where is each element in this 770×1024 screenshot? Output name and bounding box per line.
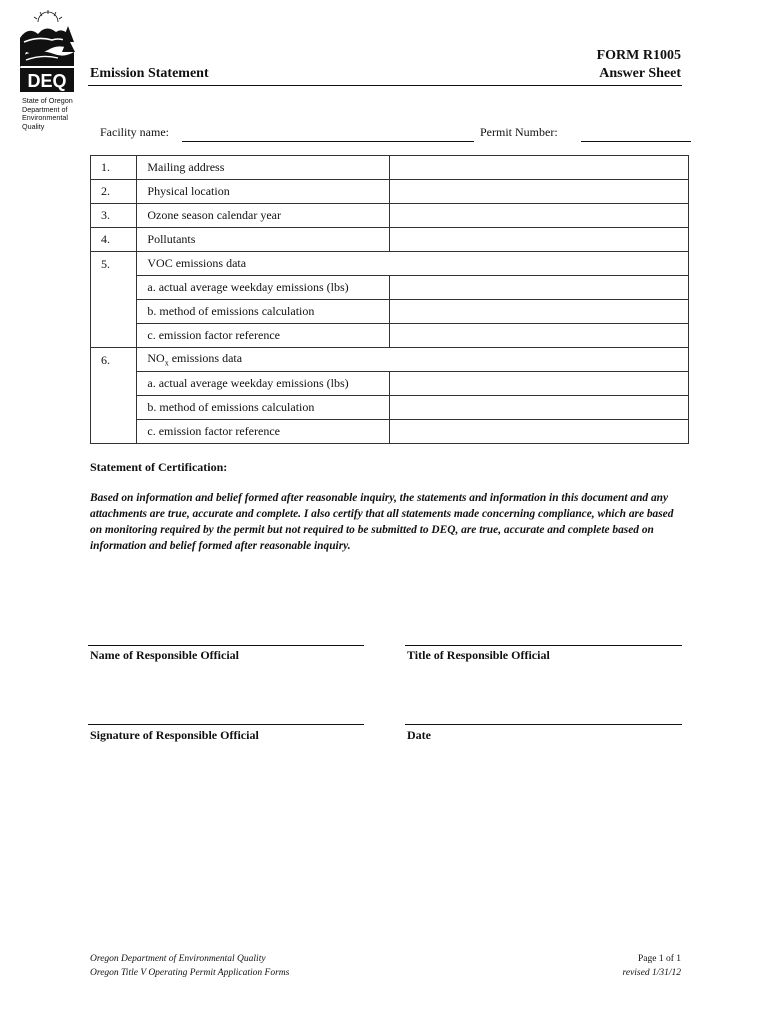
date-line[interactable]: [405, 724, 682, 725]
revision-date: revised 1/31/12: [622, 968, 681, 978]
table-row: [91, 372, 689, 396]
title-signature-line[interactable]: [405, 645, 682, 646]
table-row: [91, 396, 689, 420]
answer-cell[interactable]: [389, 372, 688, 396]
answer-cell[interactable]: [389, 324, 688, 348]
title-label: Title of Responsible Official: [407, 648, 550, 662]
answer-cell[interactable]: [389, 180, 688, 204]
answer-cell[interactable]: [389, 396, 688, 420]
document-title: Emission Statement: [90, 66, 209, 81]
table-row: [91, 300, 689, 324]
logo-text: DEQ: [27, 71, 67, 91]
agency-line: State of Oregon: [22, 96, 73, 105]
page-number: Page 1 of 1: [637, 954, 681, 964]
certification-heading: Statement of Certification:: [90, 460, 228, 474]
table-row: [91, 348, 689, 372]
certification-text: Based on information and belief formed after reasonable inquiry, the statements and information in this document and any attachments are true, accurate and complete. I also certify that all statements made concerning compliance, which are based on monitoring required by the permit but not required to be submitted to DEQ, are true, accurate and complete based on information and belief formed after reasonable inquiry.: [90, 492, 674, 552]
table-row: [91, 156, 689, 180]
table-row: [91, 204, 689, 228]
answer-cell[interactable]: [389, 156, 688, 180]
answer-table: [90, 155, 689, 444]
subitem-label: b. method of emissions calculation: [137, 396, 390, 420]
subitem-label: a. actual average weekday emissions (lbs): [137, 372, 390, 396]
form-subtitle: Answer Sheet: [599, 66, 681, 81]
form-number: FORM R1005: [596, 48, 681, 63]
answer-cell[interactable]: [389, 300, 688, 324]
agency-name: [22, 97, 73, 131]
agency-line: Department of: [22, 104, 68, 114]
facility-name-field[interactable]: [182, 141, 474, 142]
header-divider: [88, 85, 682, 86]
answer-cell[interactable]: [389, 228, 688, 252]
item-number: 1.: [91, 156, 137, 180]
table-row: [91, 180, 689, 204]
table-row: [91, 276, 689, 300]
item-number: 5.: [91, 252, 137, 348]
table-row: [91, 420, 689, 444]
table-row: [91, 252, 689, 276]
date-label: Date: [407, 728, 431, 742]
subitem-label: c. emission factor reference: [137, 420, 390, 444]
item-number: 3.: [91, 204, 137, 228]
signature-label: Signature of Responsible Official: [90, 728, 259, 742]
footer-form-set: Oregon Title V Operating Permit Application Forms: [90, 968, 290, 978]
answer-cell[interactable]: [389, 420, 688, 444]
table-row: [91, 228, 689, 252]
permit-number-field[interactable]: [581, 141, 691, 142]
item-label: [137, 348, 689, 372]
item-label: VOC emissions data: [137, 252, 689, 276]
item-label: Pollutants: [137, 228, 390, 252]
facility-name-label: Facility name:: [100, 125, 169, 139]
answer-cell[interactable]: [389, 276, 688, 300]
agency-line: Environmental: [22, 113, 68, 123]
item-number: 6.: [91, 348, 137, 444]
footer-left: [90, 952, 289, 980]
item-label-rest: emissions data: [168, 351, 243, 366]
item-number: 2.: [91, 180, 137, 204]
table-row: [91, 324, 689, 348]
subitem-label: a. actual average weekday emissions (lbs): [137, 276, 390, 300]
answer-cell[interactable]: [389, 204, 688, 228]
item-label: Physical location: [137, 180, 390, 204]
name-label: Name of Responsible Official: [90, 648, 239, 662]
permit-number-label: Permit Number:: [480, 125, 558, 139]
name-signature-line[interactable]: [88, 645, 364, 646]
footer-right: [623, 952, 681, 980]
subitem-label: c. emission factor reference: [137, 324, 390, 348]
deq-logo: [18, 8, 78, 98]
item-label: Mailing address: [137, 156, 390, 180]
subitem-label: b. method of emissions calculation: [137, 300, 390, 324]
item-label-text: NO: [147, 351, 165, 366]
item-label: Ozone season calendar year: [137, 204, 390, 228]
item-label-subscript: x: [164, 358, 169, 368]
signature-line[interactable]: [88, 724, 364, 725]
agency-line: Quality: [22, 121, 45, 131]
item-number: 4.: [91, 228, 137, 252]
footer-agency: Oregon Department of Environmental Quality: [90, 954, 266, 964]
